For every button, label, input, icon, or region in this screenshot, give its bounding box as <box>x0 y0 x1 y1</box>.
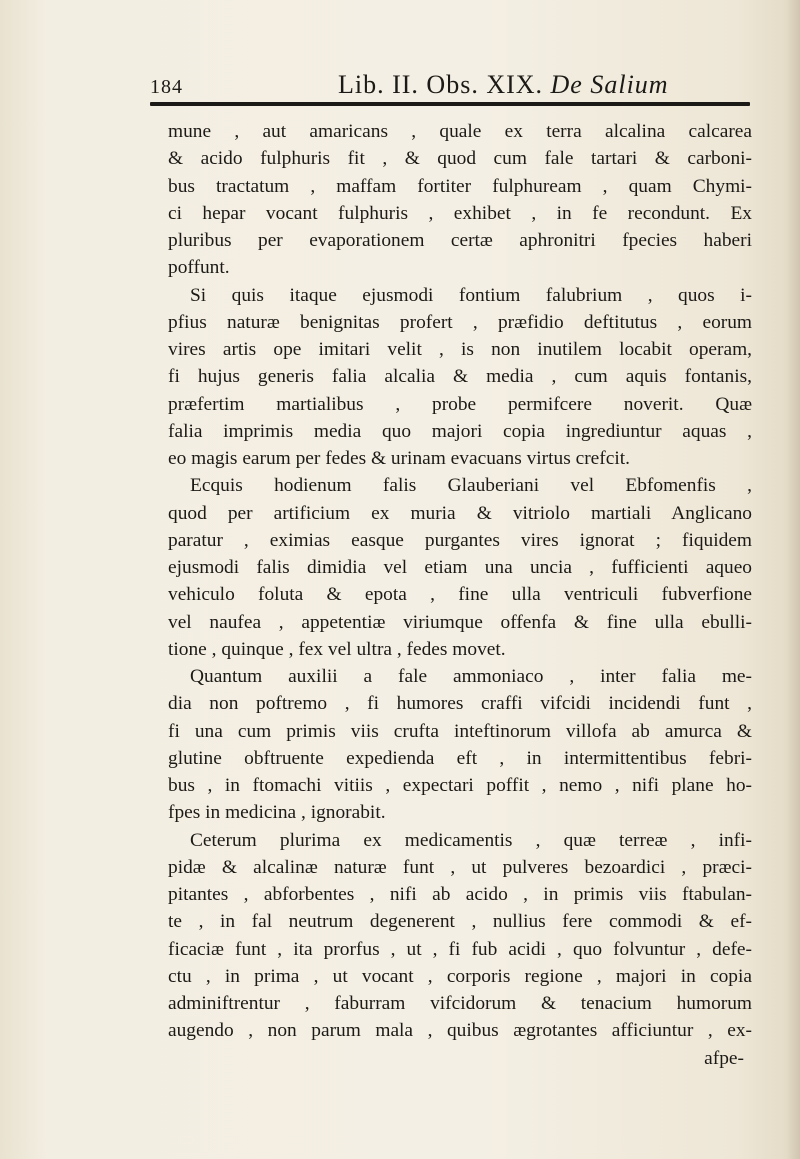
text-line: vel naufea , appetentiæ viriumque offenfa & fine ulla ebulli- <box>168 611 752 633</box>
page-number: 184 <box>150 76 183 98</box>
running-head <box>338 70 669 100</box>
text-line: eo magis earum per fedes & urinam evacuans virtus crefcit. <box>168 448 630 469</box>
body-text <box>168 118 752 1072</box>
text-line: præfertim martialibus , probe permifcere noverit. Quæ <box>168 393 752 415</box>
text-line: adminiftrentur , faburram vifcidorum & tenacium humorum <box>168 993 752 1014</box>
text-line: bus , in ftomachi vitiis , expectari poffit , nemo , nifi plane ho- <box>168 775 752 796</box>
text-line: fpes in medicina , ignorabit. <box>168 802 386 824</box>
text-line: te , in fal neutrum degenerent , nullius fere commodi & ef- <box>168 911 752 933</box>
running-head-roman: Lib. II. Obs. XIX. <box>338 70 544 99</box>
text-line: pfius naturæ benignitas profert , præfidio deftitutus , eorum <box>168 311 752 333</box>
text-line: Ecquis hodienum falis Glauberiani vel Ebfomenfis , <box>190 475 752 497</box>
text-line: pitantes , abforbentes , nifi ab acido , in primis viis ftabulan- <box>168 884 752 905</box>
text-line: paratur , eximias easque purgantes vires ignorat ; fiquidem <box>168 529 752 551</box>
text-line: poffunt. <box>168 257 230 279</box>
header-rule <box>150 102 750 106</box>
text-line: ci hepar vocant fulphuris , exhibet , in fe recondunt. Ex <box>168 202 752 224</box>
catchword: afpe- <box>704 1047 744 1069</box>
text-line: tione , quinque , fex vel ultra , fedes movet. <box>168 638 506 660</box>
text-line: glutine obftruente expedienda eft , in intermittentibus febri- <box>168 747 752 769</box>
text-line: Ceterum plurima ex medicamentis , quæ terreæ , infi- <box>190 829 752 851</box>
page-header <box>150 64 760 104</box>
text-line: vehiculo foluta & epota , fine ulla ventriculi fubverfione <box>168 584 752 606</box>
text-line: dia non poftremo , fi humores craffi vifcidi incidendi funt , <box>168 693 752 715</box>
text-line: & acido fulphuris fit , & quod cum fale tartari & carboni- <box>168 148 752 170</box>
text-line: mune , aut amaricans , quale ex terra alcalina calcarea <box>168 121 752 142</box>
text-line: ejusmodi falis dimidia vel etiam una uncia , fufficienti aqueo <box>168 557 752 578</box>
text-line: fi una cum primis viis crufta inteftinorum villofa ab amurca & <box>168 720 752 742</box>
text-line: pidæ & alcalinæ naturæ funt , ut pulveres bezoardici , præci- <box>168 856 752 878</box>
text-line: ctu , in prima , ut vocant , corporis regione , majori in copia <box>168 965 752 987</box>
text-line: pluribus per evaporationem certæ aphronitri fpecies haberi <box>168 230 752 251</box>
text-line: ficaciæ funt , ita prorfus , ut , fi fub acidi , quo folvuntur , defe- <box>168 938 752 960</box>
text-line: vires artis ope imitari velit , is non inutilem locabit operam, <box>168 339 752 360</box>
text-line: fi hujus generis falia alcalia & media , cum aquis fontanis, <box>168 366 752 388</box>
text-line: falia imprimis media quo majori copia ingrediuntur aquas , <box>168 420 752 442</box>
text-line: quod per artificium ex muria & vitriolo martiali Anglicano <box>168 502 752 524</box>
text-line: Quantum auxilii a fale ammoniaco , inter falia me- <box>190 666 752 687</box>
text-line: augendo , non parum mala , quibus ægrotantes afficiuntur , ex- <box>168 1020 752 1042</box>
running-head-italic: De Salium <box>550 70 669 99</box>
text-line: Si quis itaque ejusmodi fontium falubrium , quos i- <box>190 284 752 306</box>
page-edge-shadow <box>786 0 800 1159</box>
text-line: bus tractatum , maffam fortiter fulphuream , quam Chymi- <box>168 175 752 197</box>
